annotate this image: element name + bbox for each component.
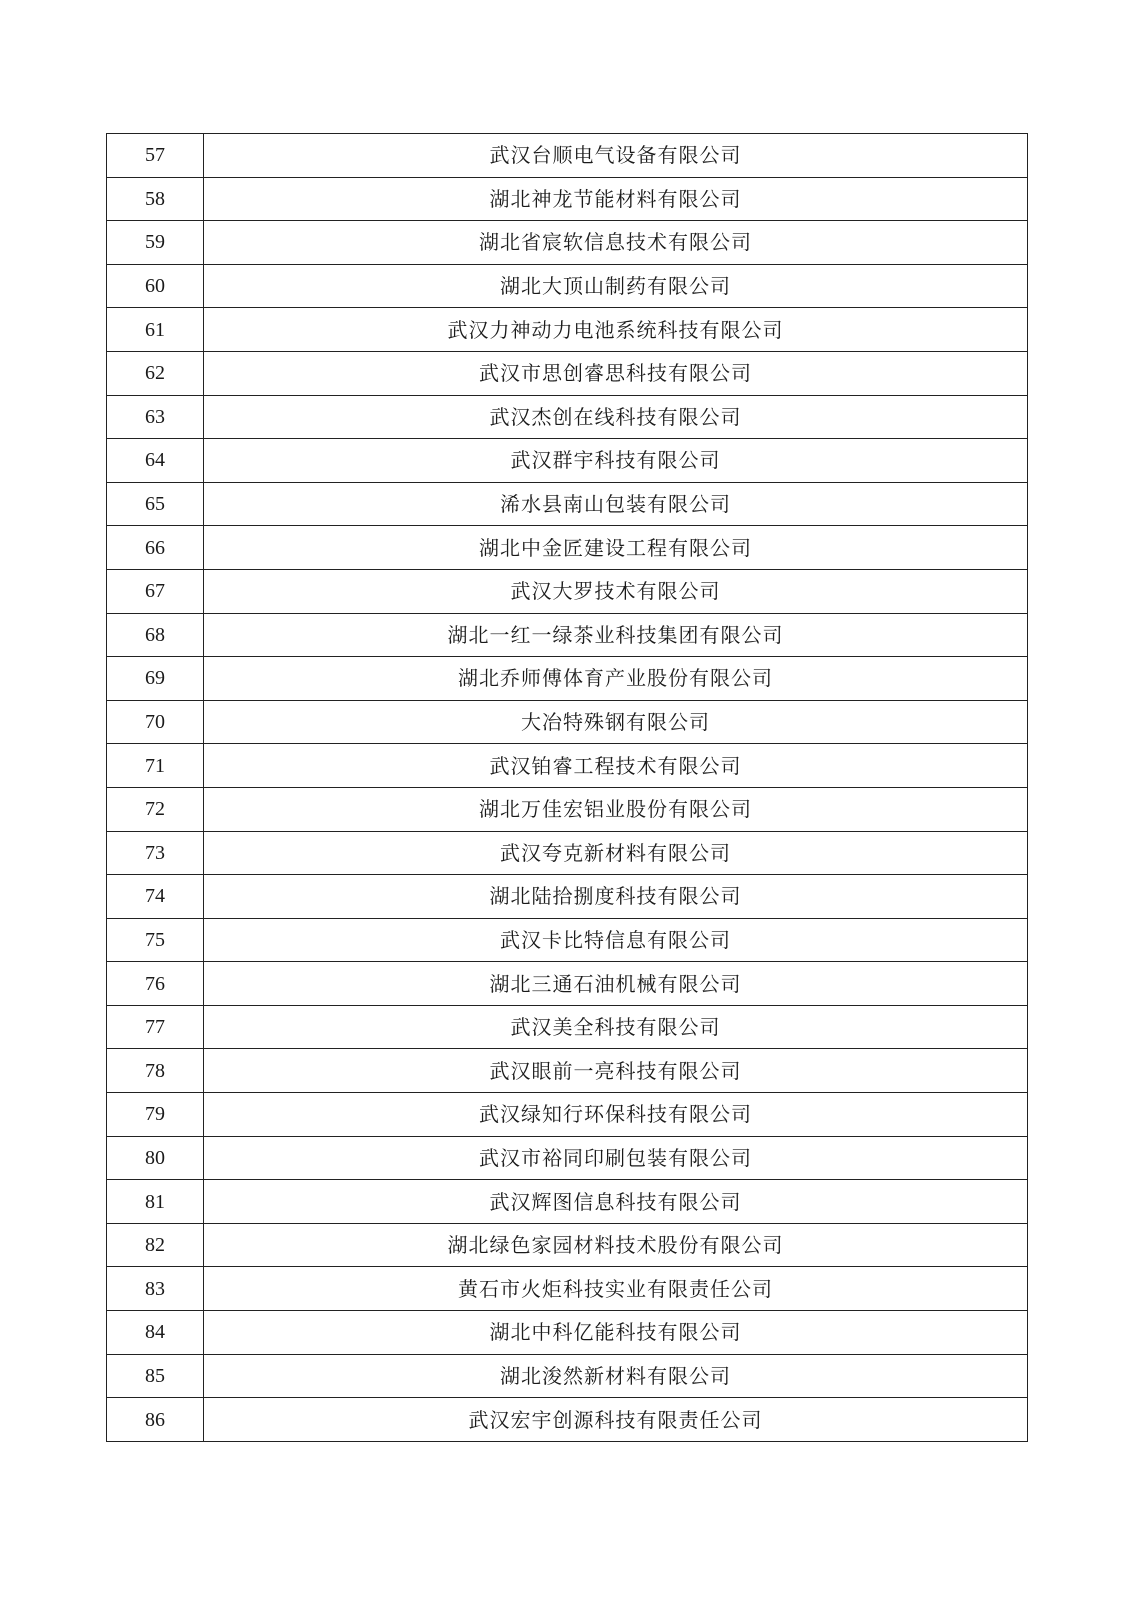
table-row [107,177,1028,221]
row-number: 74 [107,875,204,919]
company-name: 武汉群宇科技有限公司 [204,439,1028,483]
row-number: 86 [107,1398,204,1442]
row-number: 85 [107,1354,204,1398]
row-number: 66 [107,526,204,570]
company-name: 湖北浚然新材料有限公司 [204,1354,1028,1398]
table-row [107,439,1028,483]
company-name: 武汉辉图信息科技有限公司 [204,1180,1028,1224]
company-name: 武汉眼前一亮科技有限公司 [204,1049,1028,1093]
row-number: 73 [107,831,204,875]
row-number: 64 [107,439,204,483]
table-row [107,351,1028,395]
table-body [107,134,1028,1442]
company-name: 武汉美全科技有限公司 [204,1005,1028,1049]
table-row [107,1005,1028,1049]
row-number: 71 [107,744,204,788]
row-number: 70 [107,700,204,744]
row-number: 79 [107,1093,204,1137]
row-number: 84 [107,1311,204,1355]
row-number: 59 [107,221,204,265]
table-row [107,134,1028,178]
row-number: 80 [107,1136,204,1180]
company-name: 湖北大顶山制药有限公司 [204,264,1028,308]
company-name: 湖北中科亿能科技有限公司 [204,1311,1028,1355]
table-row [107,482,1028,526]
table-row [107,1223,1028,1267]
company-name: 湖北一红一绿茶业科技集团有限公司 [204,613,1028,657]
table-row [107,264,1028,308]
table-row [107,1267,1028,1311]
table-row [107,875,1028,919]
table-row [107,1049,1028,1093]
row-number: 60 [107,264,204,308]
table-row [107,744,1028,788]
table-row [107,831,1028,875]
company-name: 浠水县南山包装有限公司 [204,482,1028,526]
table-row [107,1180,1028,1224]
table-row [107,569,1028,613]
company-name: 武汉夸克新材料有限公司 [204,831,1028,875]
table-row [107,1354,1028,1398]
company-name: 湖北乔师傅体育产业股份有限公司 [204,657,1028,701]
row-number: 65 [107,482,204,526]
company-name: 大冶特殊钢有限公司 [204,700,1028,744]
row-number: 62 [107,351,204,395]
company-name: 湖北绿色家园材料技术股份有限公司 [204,1223,1028,1267]
row-number: 68 [107,613,204,657]
company-name: 武汉宏宇创源科技有限责任公司 [204,1398,1028,1442]
table-row [107,1093,1028,1137]
table-row [107,787,1028,831]
table-row [107,221,1028,265]
company-name: 武汉绿知行环保科技有限公司 [204,1093,1028,1137]
row-number: 82 [107,1223,204,1267]
row-number: 58 [107,177,204,221]
company-name: 武汉台顺电气设备有限公司 [204,134,1028,178]
row-number: 72 [107,787,204,831]
company-name: 湖北三通石油机械有限公司 [204,962,1028,1006]
table-row [107,395,1028,439]
company-name: 武汉市裕同印刷包装有限公司 [204,1136,1028,1180]
table-row [107,526,1028,570]
company-name: 武汉杰创在线科技有限公司 [204,395,1028,439]
row-number: 63 [107,395,204,439]
company-name: 湖北省宸软信息技术有限公司 [204,221,1028,265]
row-number: 78 [107,1049,204,1093]
company-name: 湖北神龙节能材料有限公司 [204,177,1028,221]
table-row [107,962,1028,1006]
row-number: 61 [107,308,204,352]
table-row [107,700,1028,744]
company-name: 黄石市火炬科技实业有限责任公司 [204,1267,1028,1311]
table-row [107,1398,1028,1442]
row-number: 57 [107,134,204,178]
company-name: 湖北万佳宏铝业股份有限公司 [204,787,1028,831]
row-number: 81 [107,1180,204,1224]
company-name: 武汉卡比特信息有限公司 [204,918,1028,962]
company-name: 湖北陆拾捌度科技有限公司 [204,875,1028,919]
row-number: 69 [107,657,204,701]
company-name: 武汉大罗技术有限公司 [204,569,1028,613]
table-row [107,613,1028,657]
table-row [107,918,1028,962]
company-name: 湖北中金匠建设工程有限公司 [204,526,1028,570]
row-number: 75 [107,918,204,962]
table-row [107,657,1028,701]
company-name: 武汉市思创睿思科技有限公司 [204,351,1028,395]
table-row [107,1136,1028,1180]
table-row [107,308,1028,352]
row-number: 76 [107,962,204,1006]
company-list-table [106,133,1028,1442]
row-number: 77 [107,1005,204,1049]
table-row [107,1311,1028,1355]
row-number: 83 [107,1267,204,1311]
row-number: 67 [107,569,204,613]
company-name: 武汉铂睿工程技术有限公司 [204,744,1028,788]
company-name: 武汉力神动力电池系统科技有限公司 [204,308,1028,352]
